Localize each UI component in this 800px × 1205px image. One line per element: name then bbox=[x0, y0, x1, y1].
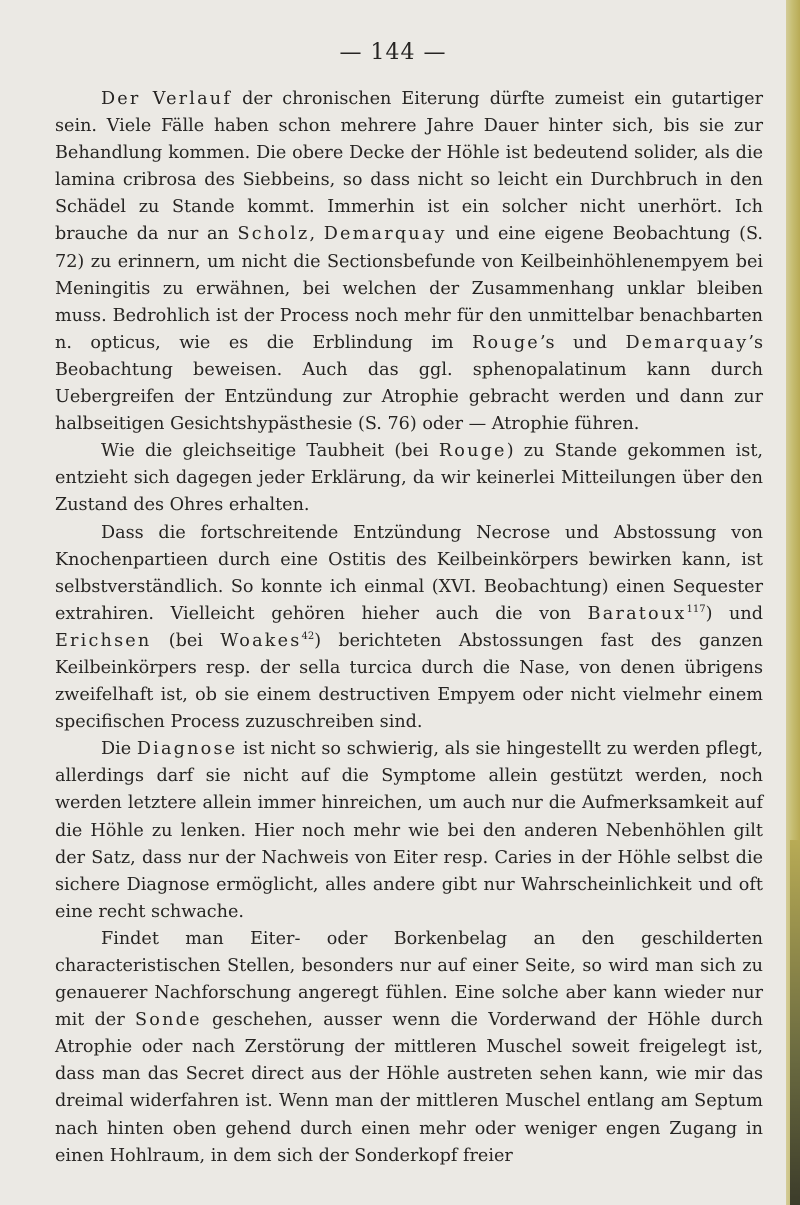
spaced-name: Rouge bbox=[438, 441, 507, 462]
text-run: Findet man Eiter- oder Borkenbelag an den geschilderten characteristischen Stellen, besonders nur auf einer Seite, so wird man sich zu genauerer Nachforschung angeregt fühlen. Eine solche aber kann wieder nur mit der bbox=[55, 928, 763, 1031]
paragraph bbox=[55, 86, 763, 438]
text-run: Die bbox=[101, 739, 137, 760]
text-run: und eine eigene Beobachtung (S. 72) zu erinnern, um nicht die Sectionsbefunde von Keilbeinhöhlenempyem bei Meningitis zu erwähnen, bei welchen der Zusammenhang unklar bleiben muss. Bedrohlich ist der Process noch mehr für den unmittelbar benachbarten n. opticus, wie es die Erblindung im bbox=[55, 224, 764, 353]
text-run: ) berichteten Abstossungen fast des ganzen Keilbeinkörpers resp. der sella turcica durch die Nase, von denen übrigens zweifelhaft ist, ob sie einem destructiven Empyem oder nicht vielmehr einem specifischen Process zuzuschreiben sind. bbox=[55, 630, 763, 733]
text-run: , bbox=[309, 224, 324, 245]
text-run: Wie die gleichseitige Taubheit (bei bbox=[101, 441, 439, 462]
page-number: — 144 — bbox=[339, 40, 447, 65]
spaced-name: Demarquay bbox=[323, 224, 447, 245]
spaced-name: Rouge bbox=[472, 332, 540, 353]
spaced-name: Woakes bbox=[220, 630, 302, 651]
text-run: ’s und bbox=[539, 332, 626, 353]
spaced-name: Demarquay bbox=[625, 332, 749, 353]
spaced-name: Erichsen bbox=[55, 630, 152, 651]
paragraph bbox=[55, 736, 763, 926]
spaced-name: Baratoux bbox=[587, 603, 687, 624]
spaced-name: Sonde bbox=[135, 1010, 202, 1031]
spaced-name: Scholz bbox=[237, 224, 310, 245]
text-run: (bei bbox=[151, 630, 221, 651]
footnote-ref: 117 bbox=[686, 603, 706, 615]
paragraph bbox=[55, 520, 763, 737]
spaced-name: Der Verlauf bbox=[101, 89, 233, 109]
footnote-ref: 42 bbox=[301, 630, 315, 642]
text-run: ’s Beobachtung beweisen. Auch das ggl. sphenopalatinum kann durch Uebergreifen der Entzündung zur Atrophie gebracht werden und dann zur halbseitigen Gesichtshypästhesie (S. 76) oder — Atrophie führen. bbox=[55, 332, 764, 435]
spaced-name: Diagnose bbox=[136, 739, 238, 760]
text-run: ) zu Stande gekommen ist, entzieht sich dagegen jeder Erklärung, da wir keinerlei Mitteilungen über den Zustand des Ohres erhalten. bbox=[55, 441, 764, 516]
page-edge-shadow bbox=[790, 840, 800, 1205]
text-run: geschehen, ausser wenn die Vorderwand der Höhle durch Atrophie oder nach Zerstörung der mittleren Muschel soweit freigelegt ist, dass man das Secret direct aus der Höhle austreten sehen kann, wie mir das dreimal widerfahren ist. Wenn man der mittleren Muschel entlang am Septum nach hinten oben gehend durch einen mehr oder weniger engen Zugang in einen Hohlraum, in dem sich der Sonderkopf freier bbox=[55, 1010, 763, 1166]
paragraph bbox=[55, 438, 763, 519]
paragraph bbox=[55, 926, 763, 1170]
text-run: ) und bbox=[705, 603, 763, 624]
text-run: Dass die fortschreitende Entzündung Necrose und Abstossung von Knochenpartieen durch eine Ostitis des Keilbeinkörpers bewirken kann, ist selbstverständlich. So konnte ich einmal (XVI. Beobachtung) einen Sequester extrahiren. Vielleicht gehören hieher auch die von bbox=[55, 522, 763, 624]
text-run: ist nicht so schwierig, als sie hingestellt zu werden pflegt, allerdings darf sie nicht auf die Symptome allein gestützt werden, noch werden letztere allein immer hinreichen, um auch nur die Aufmerksamkeit auf die Höhle zu lenken. Hier noch mehr wie bei den anderen Nebenhöhlen gilt der Satz, dass nur der Nachweis von Eiter resp. Caries in der Höhle selbst die sichere Diagnose ermöglicht, alles andere gibt nur Wahrscheinlichkeit und oft eine recht schwache. bbox=[55, 739, 763, 922]
text-run: der chronischen Eiterung dürfte zumeist ein gutartiger sein. Viele Fälle haben schon mehrere Jahre Dauer hinter sich, bis sie zur Behandlung kommen. Die obere Decke der Höhle ist bedeutend solider, als die lamina cribrosa des Siebbeins, so dass nicht so leicht ein Durchbruch in den Schädel zu Stande kommt. Immerhin ist ein solcher nicht unerhört. Ich brauche da nur an bbox=[55, 89, 764, 245]
body-text bbox=[55, 86, 763, 1170]
